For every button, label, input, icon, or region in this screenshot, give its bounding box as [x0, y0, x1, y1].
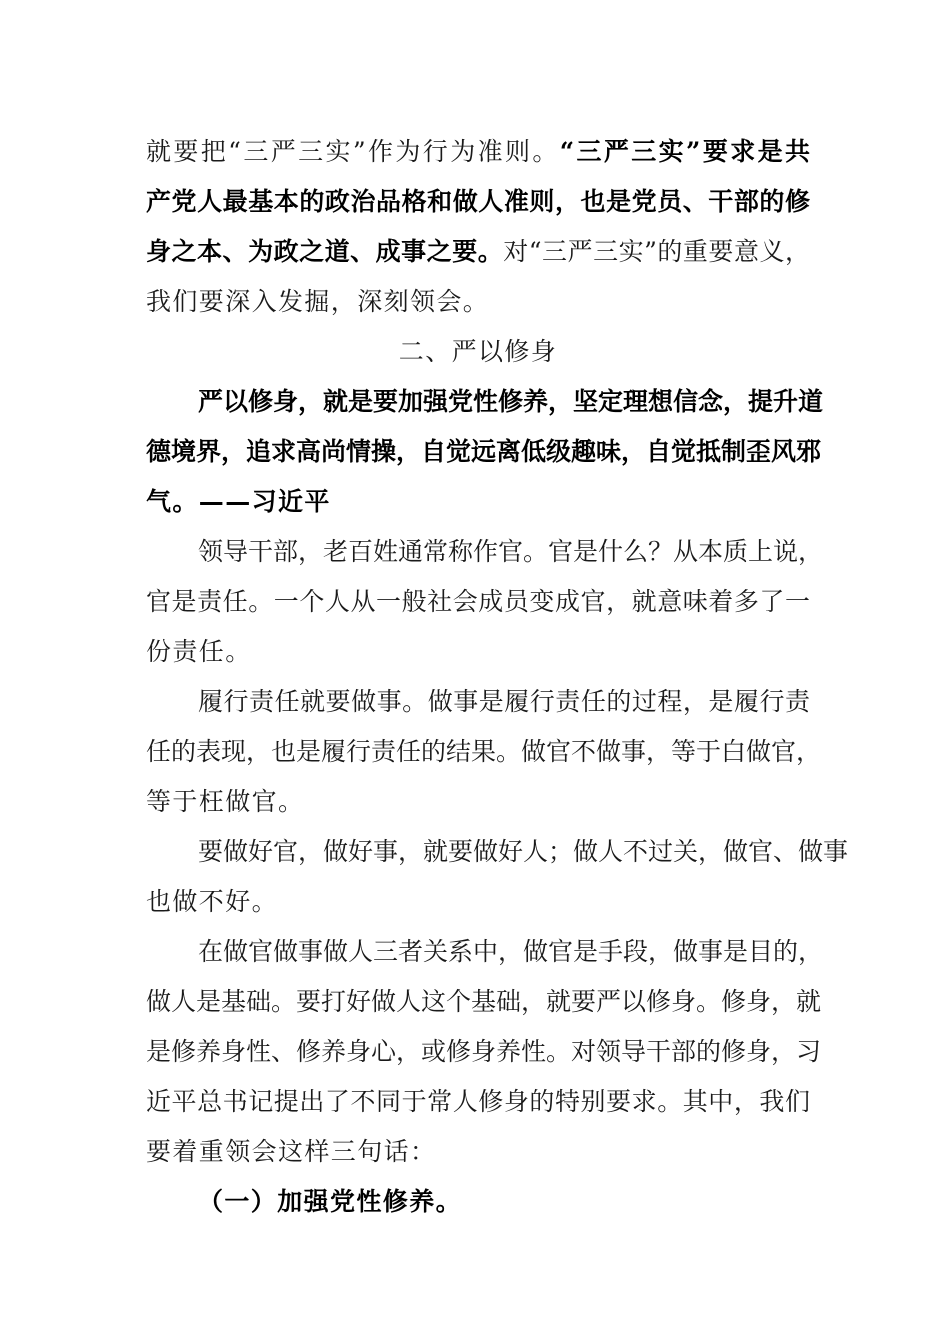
text-line: 要着重领会这样三句话：	[146, 1137, 437, 1166]
text-line	[146, 127, 810, 177]
text-line: 等于枉做官。	[146, 787, 305, 816]
paragraph-good-person	[146, 827, 849, 927]
text-line: 份责任。	[146, 637, 252, 666]
text-line: 近平总书记提出了不同于常人修身的特别要求。其中，我们	[146, 1087, 810, 1116]
paragraph-duty	[146, 677, 822, 827]
paragraph-official	[146, 527, 824, 677]
text-span: 就要把“三严三实”作为行为准则。	[146, 137, 560, 166]
text-line: 做人是基础。要打好做人这个基础，就要严以修身。修身，就	[146, 987, 822, 1016]
bold-text-span: 身之本、为政之道、成事之要。	[146, 237, 504, 266]
section-heading: 二、严以修身	[398, 337, 558, 366]
text-line: 履行责任就要做事。做事是履行责任的过程，是履行责	[198, 687, 810, 716]
text-line: 在做官做事做人三者关系中，做官是手段，做事是目的，	[198, 937, 824, 966]
text-line: 产党人最基本的政治品格和做人准则，也是党员、干部的修	[146, 187, 810, 216]
text-line: 严以修身，就是要加强党性修养，坚定理想信念，提升道	[198, 387, 824, 416]
text-line: 要做好官，做好事，就要做好人；做人不过关，做官、做事	[198, 837, 849, 866]
text-line: 任的表现，也是履行责任的结果。做官不做事，等于白做官，	[146, 737, 822, 766]
text-span: 对“三严三实”的重要意义，	[503, 237, 810, 266]
text-line: 我们要深入发掘，深刻领会。	[146, 287, 490, 316]
paragraph-three-relations	[146, 927, 824, 1177]
document-page	[146, 127, 849, 1227]
text-line: 德境界，追求高尚情操，自觉远离低级趣味，自觉抵制歪风邪	[146, 437, 822, 466]
quote-paragraph	[146, 377, 824, 527]
text-line: 也做不好。	[146, 887, 279, 916]
subsection-heading: （一）加强党性修养。	[198, 1187, 463, 1216]
text-line: 是修养身性、修养身心，或修身养性。对领导干部的修身，习	[146, 1037, 822, 1066]
text-line: 气。——习近平	[146, 487, 331, 516]
text-line	[146, 227, 810, 277]
bold-text-span: “三严三实”要求是共	[559, 137, 810, 166]
text-line: 领导干部，老百姓通常称作官。官是什么？从本质上说，	[198, 537, 824, 566]
paragraph-intro	[146, 127, 810, 327]
text-line: 官是责任。一个人从一般社会成员变成官，就意味着多了一	[146, 587, 810, 616]
